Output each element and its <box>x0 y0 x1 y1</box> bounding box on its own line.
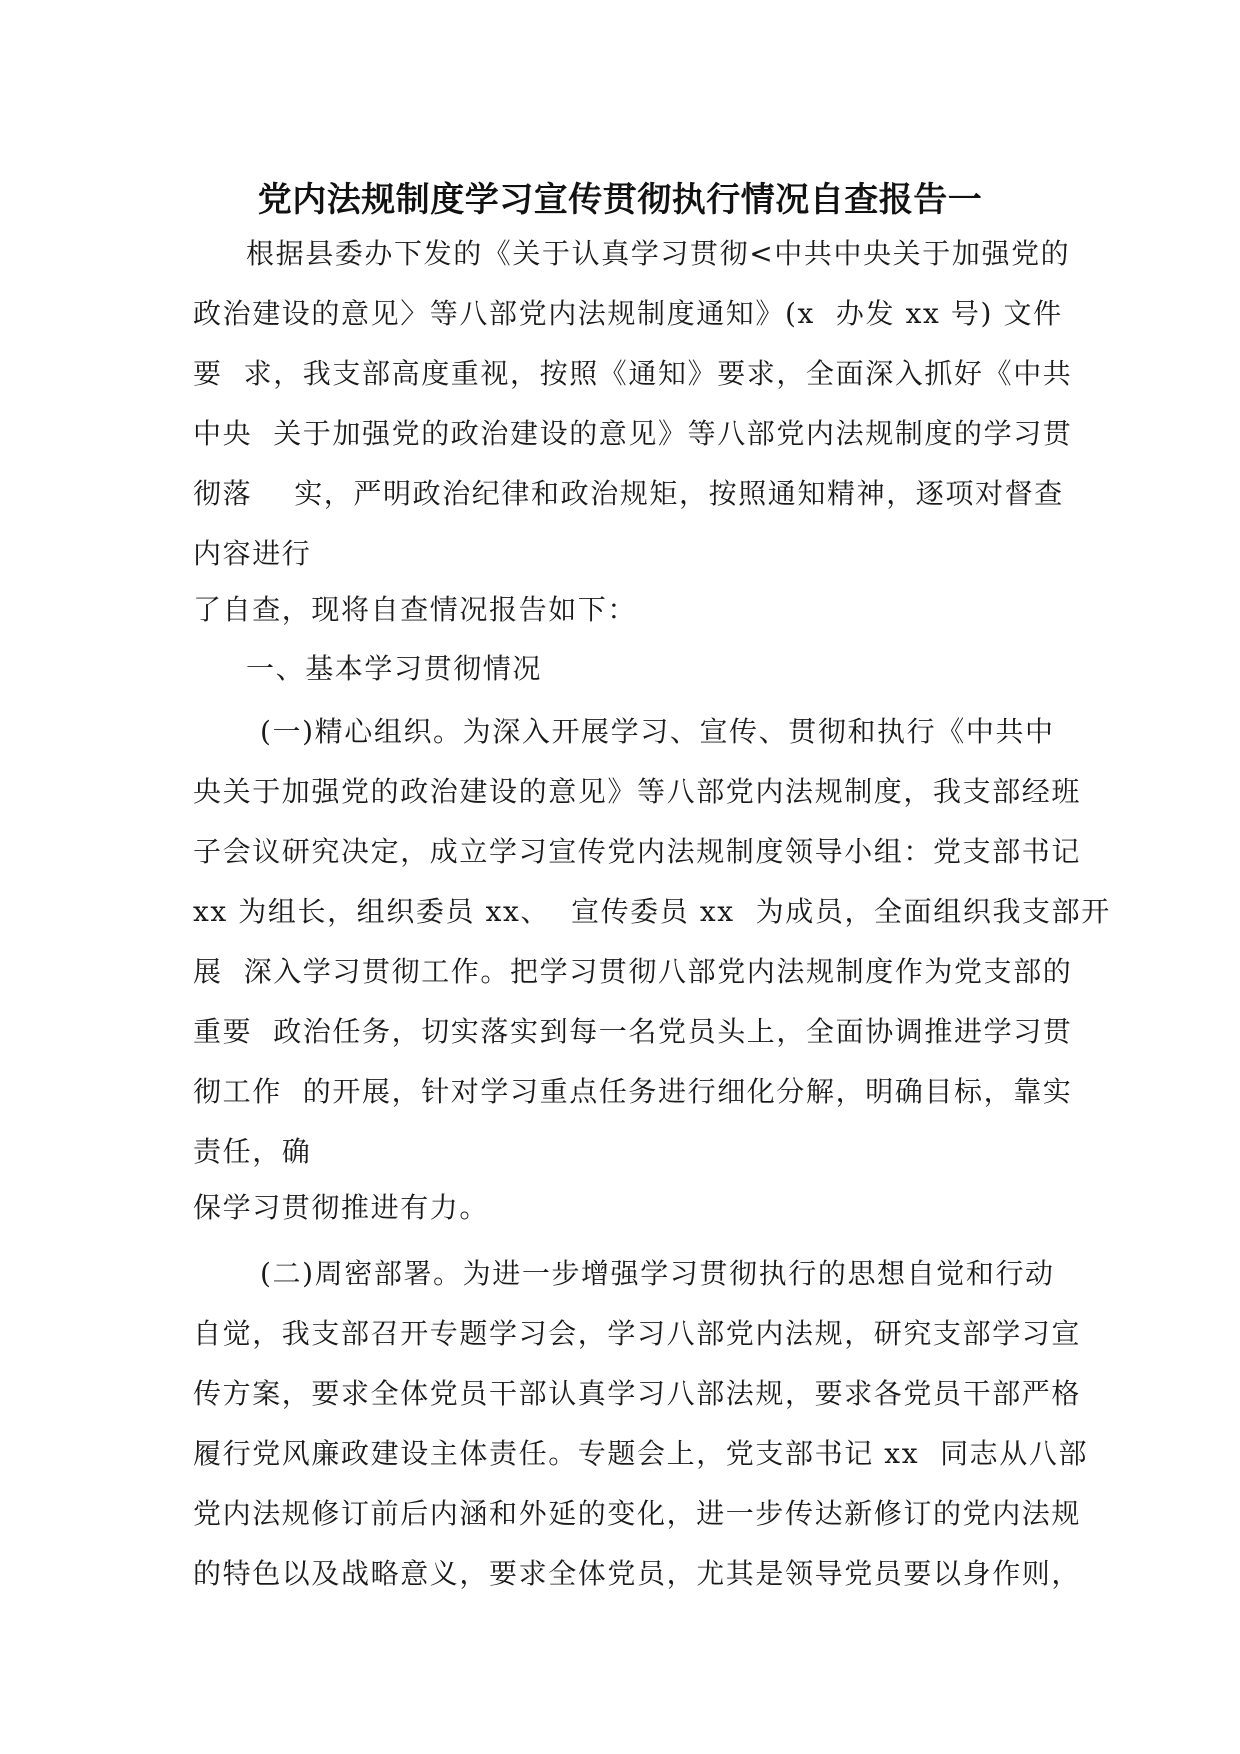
paragraph-line: (二)周密部署。为进一步增强学习贯彻执行的思想自觉和行动 <box>260 1257 1055 1290</box>
paragraph-line: 要 求，我支部高度重视，按照《通知》要求，全面深入抓好《中共 <box>193 357 1073 390</box>
paragraph-line: (一)精心组织。为深入开展学习、宣传、贯彻和执行《中共中 <box>260 715 1055 748</box>
paragraph-line: 重要 政治任务，切实落实到每一名党员头上，全面协调推进学习贯 <box>193 1015 1073 1048</box>
section-heading: 一、基本学习贯彻情况 <box>246 652 543 685</box>
paragraph-line: 展 深入学习贯彻工作。把学习贯彻八部党内法规制度作为党支部的 <box>193 955 1073 988</box>
paragraph-line: 履行党风廉政建设主体责任。专题会上，党支部书记 xx 同志从八部 <box>193 1437 1089 1470</box>
paragraph-line: 政治建设的意见〉等八部党内法规制度通知》(x 办发 xx 号) 文件 <box>193 297 1063 330</box>
paragraph-line: 自觉，我支部召开专题学习会，学习八部党内法规，研究支部学习宣 <box>193 1317 1082 1350</box>
paragraph-line: 彻落 实，严明政治纪律和政治规矩，按照通知精神，逐项对督查 <box>193 477 1064 510</box>
paragraph-line: 责任，确 <box>193 1135 312 1168</box>
paragraph-line: 的特色以及战略意义，要求全体党员，尤其是领导党员要以身作则， <box>193 1557 1082 1590</box>
paragraph-line: 子会议研究决定，成立学习宣传党内法规制度领导小组：党支部书记 <box>193 835 1082 868</box>
paragraph-line: 保学习贯彻推进有力。 <box>193 1191 490 1224</box>
paragraph-line: 根据县委办下发的《关于认真学习贯彻<中共中央关于加强党的 <box>246 237 1071 270</box>
paragraph-line: xx 为组长，组织委员 xx、 宣传委员 xx 为成员，全面组织我支部开 <box>193 895 1111 928</box>
paragraph-line: 内容进行 <box>193 537 312 570</box>
document-title: 党内法规制度学习宣传贯彻执行情况自查报告一 <box>257 180 983 220</box>
paragraph-line: 了自查，现将自查情况报告如下： <box>193 593 638 626</box>
paragraph-line: 央关于加强党的政治建设的意见》等八部党内法规制度，我支部经班 <box>193 775 1082 808</box>
paragraph-line: 党内法规修订前后内涵和外延的变化，进一步传达新修订的党内法规 <box>193 1497 1082 1530</box>
paragraph-line: 彻工作 的开展，针对学习重点任务进行细化分解，明确目标，靠实 <box>193 1075 1073 1108</box>
paragraph-line: 传方案，要求全体党员干部认真学习八部法规，要求各党员干部严格 <box>193 1377 1082 1410</box>
paragraph-line: 中央 关于加强党的政治建设的意见》等八部党内法规制度的学习贯 <box>193 417 1073 450</box>
